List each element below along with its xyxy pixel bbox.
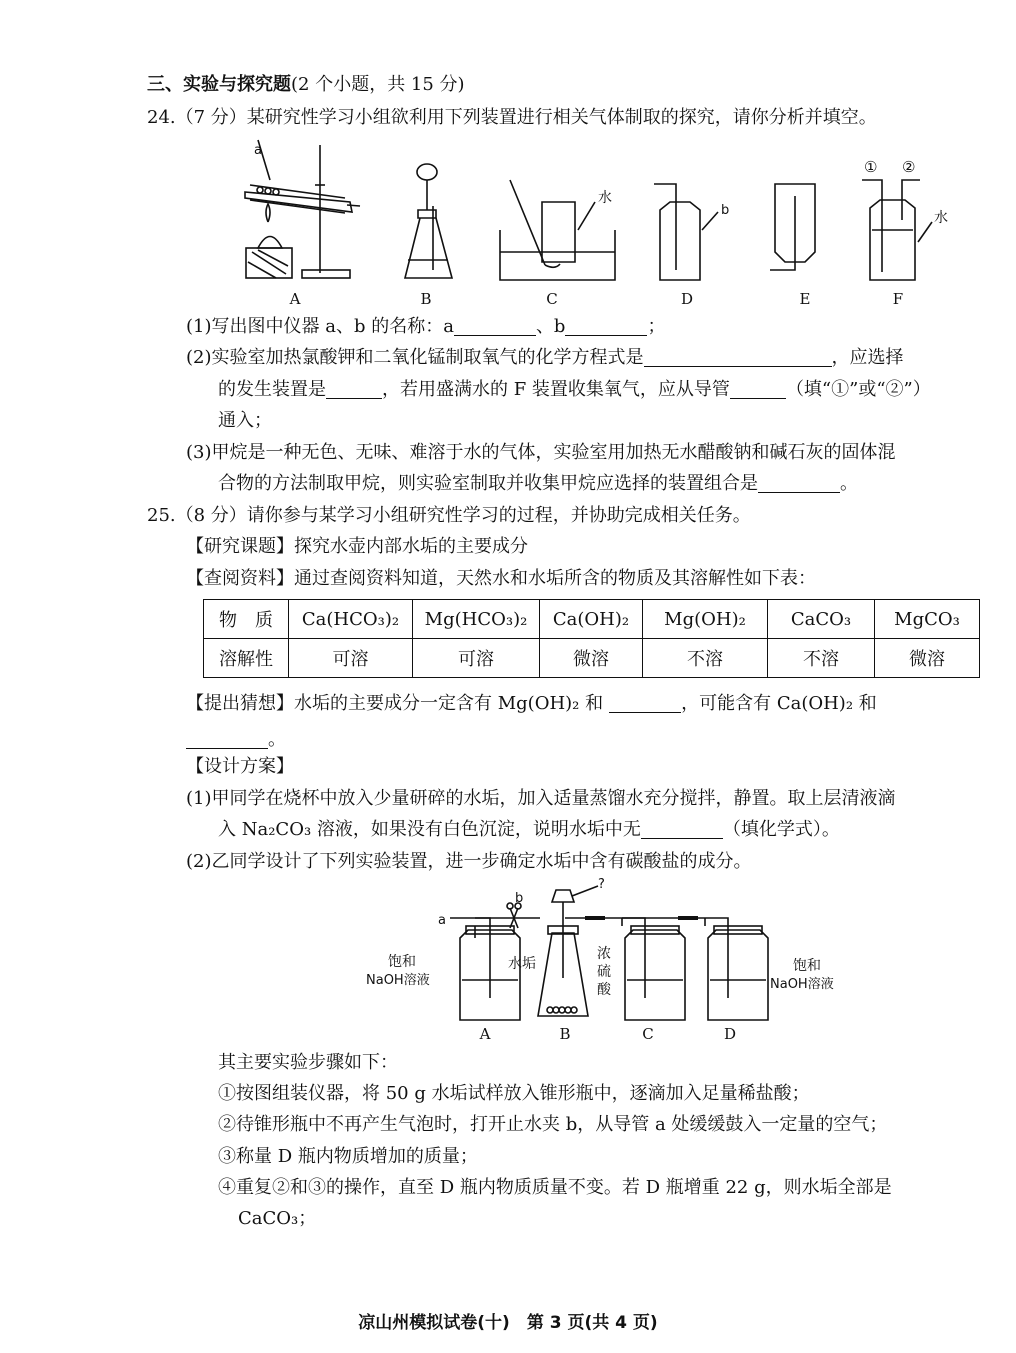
table-cell: CaCO₃ <box>768 600 875 639</box>
answer-blank-hyp1[interactable] <box>609 694 681 713</box>
q25-design1-line1: (1)甲同学在烧杯中放入少量研碎的水垢，加入适量蒸馏水充分搅拌，静置。取上层清液滴 <box>186 788 896 809</box>
page-footer: 凉山州模拟试卷(十) 第 3 页(共 4 页) <box>358 1313 658 1333</box>
q25-d1-text-a: 入 Na₂CO₃ 溶液，如果没有白色沉淀，说明水垢中无 <box>218 819 641 840</box>
q25-design2: (2)乙同学设计了下列实验装置，进一步确定水垢中含有碳酸盐的成分。 <box>186 851 752 872</box>
fig2-acid-2: 硫 <box>597 964 611 980</box>
q24-part2-text-a: (2)实验室加热氯酸钾和二氧化锰制取氧气的化学方程式是 <box>186 347 644 368</box>
apparatus-a-drawing <box>245 140 360 278</box>
table-cell: Ca(OH)₂ <box>540 600 643 639</box>
q24-part3-line2 <box>218 472 858 496</box>
bottle-label-a: A <box>479 1025 491 1043</box>
q25-step2: ②待锥形瓶中不再产生气泡时，打开止水夹 b，从导管 a 处缓缓鼓入一定量的空气； <box>218 1114 888 1135</box>
q25-hyp-text-b: ，可能含有 Ca(OH)₂ 和 <box>681 693 877 714</box>
fig2-naoh-a-2: NaOH溶液 <box>366 973 430 988</box>
answer-blank-equation[interactable] <box>644 348 832 367</box>
q24-part2-line2 <box>218 378 931 402</box>
q25-stem: 25.（8 分）请你参与某学习小组研究性学习的过程，并协助完成相关任务。 <box>147 505 751 526</box>
apparatus-label-f: F <box>892 290 904 308</box>
bottle-label-d: D <box>723 1025 737 1043</box>
apparatus-figure-2 <box>360 878 860 1028</box>
q25-hypothesis-line2 <box>186 728 286 752</box>
fig2-naoh-d-2: NaOH溶液 <box>770 977 834 992</box>
table-cell: Mg(OH)₂ <box>643 600 768 639</box>
answer-blank-formula[interactable] <box>641 820 723 839</box>
q24-stem: 24.（7 分）某研究性学习小组欲利用下列装置进行相关气体制取的探究，请你分析并填空。 <box>147 107 877 128</box>
apparatus-b-drawing <box>405 164 452 278</box>
q25-step1: ①按图组装仪器，将 50 g 水垢试样放入锥形瓶中，逐滴加入足量稀盐酸； <box>218 1083 810 1104</box>
fig2-scale: 水垢 <box>508 956 536 972</box>
table-cell: 微溶 <box>875 639 980 678</box>
q25-hypothesis <box>186 692 877 716</box>
bottle-label-b: B <box>559 1025 571 1043</box>
table-cell: 不溶 <box>643 639 768 678</box>
q25-design-heading: 【设计方案】 <box>186 756 294 777</box>
answer-blank-port[interactable] <box>730 380 786 399</box>
q25-design1-line2 <box>218 818 840 842</box>
q25-hyp-text-a: 【提出猜想】水垢的主要成分一定含有 Mg(OH)₂ 和 <box>186 693 604 714</box>
bottle-label-c: C <box>642 1025 654 1043</box>
q24-part1-text-a: (1)写出图中仪器 a、b 的名称：a <box>186 316 454 337</box>
fig1-label-water-f: 水 <box>934 210 948 226</box>
fig2-label-q: ? <box>598 877 605 892</box>
answer-blank-combo[interactable] <box>758 474 840 493</box>
q25-steps-intro: 其主要实验步骤如下： <box>218 1052 398 1073</box>
fig1-label-b: b <box>721 203 730 218</box>
table-cell: Mg(HCO₃)₂ <box>413 600 540 639</box>
q25-topic: 【研究课题】探究水壶内部水垢的主要成分 <box>186 536 528 557</box>
q24-part2-line1 <box>186 346 904 370</box>
q24-part3-text-b: 。 <box>840 473 858 494</box>
fig1-label-a: a <box>254 143 262 158</box>
fig2-label-b: b <box>515 891 524 906</box>
q24-part2-text-d: ，若用盛满水的 F 装置收集氧气，应从导管 <box>382 379 730 400</box>
solubility-table <box>203 599 980 678</box>
table-row <box>204 600 980 639</box>
q25-step4-line2: CaCO₃； <box>238 1208 317 1229</box>
q24-part2-text-b: ，应选择 <box>831 347 904 368</box>
answer-blank-a[interactable] <box>454 317 536 336</box>
apparatus-label-d: D <box>680 290 694 308</box>
q24-part1 <box>186 315 665 339</box>
q25-research: 【查阅资料】通过查阅资料知道，天然水和水垢所含的物质及其溶解性如下表： <box>186 568 816 589</box>
apparatus-figure-1 <box>230 140 948 290</box>
fig1-port-2: ② <box>902 158 916 176</box>
table-row <box>204 639 980 678</box>
q24-part2-line3: 通入； <box>218 410 272 431</box>
table-header-solubility: 溶解性 <box>204 639 289 678</box>
table-cell: 微溶 <box>540 639 643 678</box>
fig1-port-1: ① <box>864 158 878 176</box>
fig2-label-a: a <box>438 913 446 928</box>
section-heading <box>147 73 465 97</box>
table-cell: Ca(HCO₃)₂ <box>289 600 413 639</box>
fig2-acid-3: 酸 <box>597 982 611 998</box>
q24-part3-text-a: 合物的方法制取甲烷，则实验室制取并收集甲烷应选择的装置组合是 <box>218 473 758 494</box>
q24-part2-text-e: （填“①”或“②”） <box>785 379 931 400</box>
apparatus-e-drawing <box>770 184 815 270</box>
fig1-label-water-c: 水 <box>598 190 612 206</box>
table-cell: 可溶 <box>413 639 540 678</box>
q24-part1-text-b: 、b <box>535 316 566 337</box>
table-cell: 不溶 <box>768 639 875 678</box>
q25-step3: ③称量 D 瓶内物质增加的质量； <box>218 1146 478 1167</box>
q25-step4-line1: ④重复②和③的操作，直至 D 瓶内物质质量不变。若 D 瓶增重 22 g，则水垢全部是 <box>218 1177 892 1198</box>
answer-blank-generator[interactable] <box>326 380 382 399</box>
q25-hyp-end: 。 <box>268 729 286 750</box>
table-cell: MgCO₃ <box>875 600 980 639</box>
q24-part3-line1: (3)甲烷是一种无色、无味、难溶于水的气体，实验室用加热无水醋酸钠和碱石灰的固体混 <box>186 442 896 463</box>
q25-d1-text-b: （填化学式）。 <box>722 819 840 840</box>
table-cell: 可溶 <box>289 639 413 678</box>
section-note: (2 个小题，共 15 分) <box>291 74 465 95</box>
table-header-substance: 物 质 <box>204 600 289 639</box>
fig2-acid-1: 浓 <box>597 946 611 962</box>
apparatus-d-drawing <box>654 184 718 280</box>
apparatus-label-e: E <box>799 290 811 308</box>
q24-part2-text-c: 的发生装置是 <box>218 379 326 400</box>
answer-blank-hyp2[interactable] <box>186 730 268 749</box>
fig2-naoh-d-1: 饱和 <box>793 958 821 974</box>
apparatus-f-drawing <box>862 180 932 280</box>
section-title: 三、实验与探究题 <box>147 74 291 95</box>
apparatus-label-c: C <box>546 290 558 308</box>
apparatus-label-b: B <box>420 290 432 308</box>
answer-blank-b[interactable] <box>565 317 647 336</box>
fig2-naoh-a-1: 饱和 <box>388 954 416 970</box>
q24-part1-text-c: ； <box>647 316 666 337</box>
apparatus-label-a: A <box>289 290 301 308</box>
